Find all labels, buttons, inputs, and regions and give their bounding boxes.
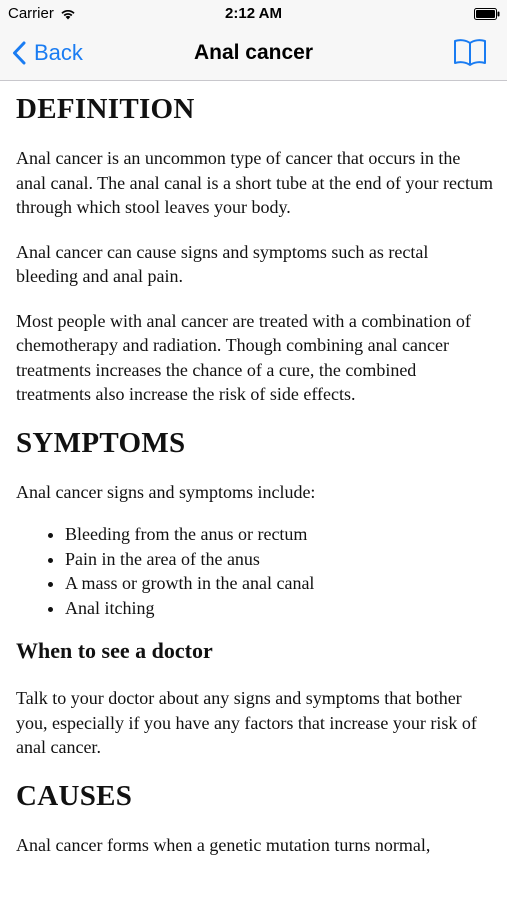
status-bar	[0, 0, 507, 28]
battery-icon	[474, 8, 500, 20]
symptoms-heading: SYMPTOMS	[16, 426, 186, 459]
doctor-paragraph: Talk to your doctor about any signs and symptoms that bother you, especially if you have any factors that increase your risk of anal cancer.	[16, 688, 477, 757]
symptoms-list	[16, 522, 494, 620]
causes-paragraph: Anal cancer forms when a genetic mutation turns normal,	[16, 834, 431, 855]
definition-paragraph-1: Anal cancer is an uncommon type of cancer that occurs in the anal canal. The anal canal is a short tube at the end of your rectum through which stool leaves your body.	[16, 148, 493, 217]
article-content	[16, 81, 494, 877]
definition-paragraph-2: Anal cancer can cause signs and symptoms such as rectal bleeding and anal pain.	[16, 241, 429, 286]
navigation-bar	[0, 28, 507, 81]
list-item: • Anal itching	[65, 596, 494, 621]
doctor-subheading: When to see a doctor	[16, 638, 213, 663]
definition-heading: DEFINITION	[16, 93, 195, 125]
list-item: • A mass or growth in the anal canal	[65, 571, 494, 596]
causes-heading: CAUSES	[16, 779, 133, 812]
definition-paragraph-3: Most people with anal cancer are treated with a combination of chemotherapy and radiation. Though combining anal cancer treatments increases the chance of a cure, the combined treatments also increase the risk of side effects.	[16, 310, 471, 404]
page-title: Anal cancer	[193, 41, 314, 64]
book-icon[interactable]	[453, 37, 487, 67]
carrier-label: Carrier	[8, 5, 54, 22]
list-item: • Pain in the area of the anus	[65, 547, 494, 572]
back-label: Back	[34, 40, 83, 65]
status-time: 2:12 AM	[225, 5, 282, 22]
list-item: • Bleeding from the anus or rectum	[65, 522, 494, 547]
symptoms-intro: Anal cancer signs and symptoms include:	[16, 481, 316, 502]
